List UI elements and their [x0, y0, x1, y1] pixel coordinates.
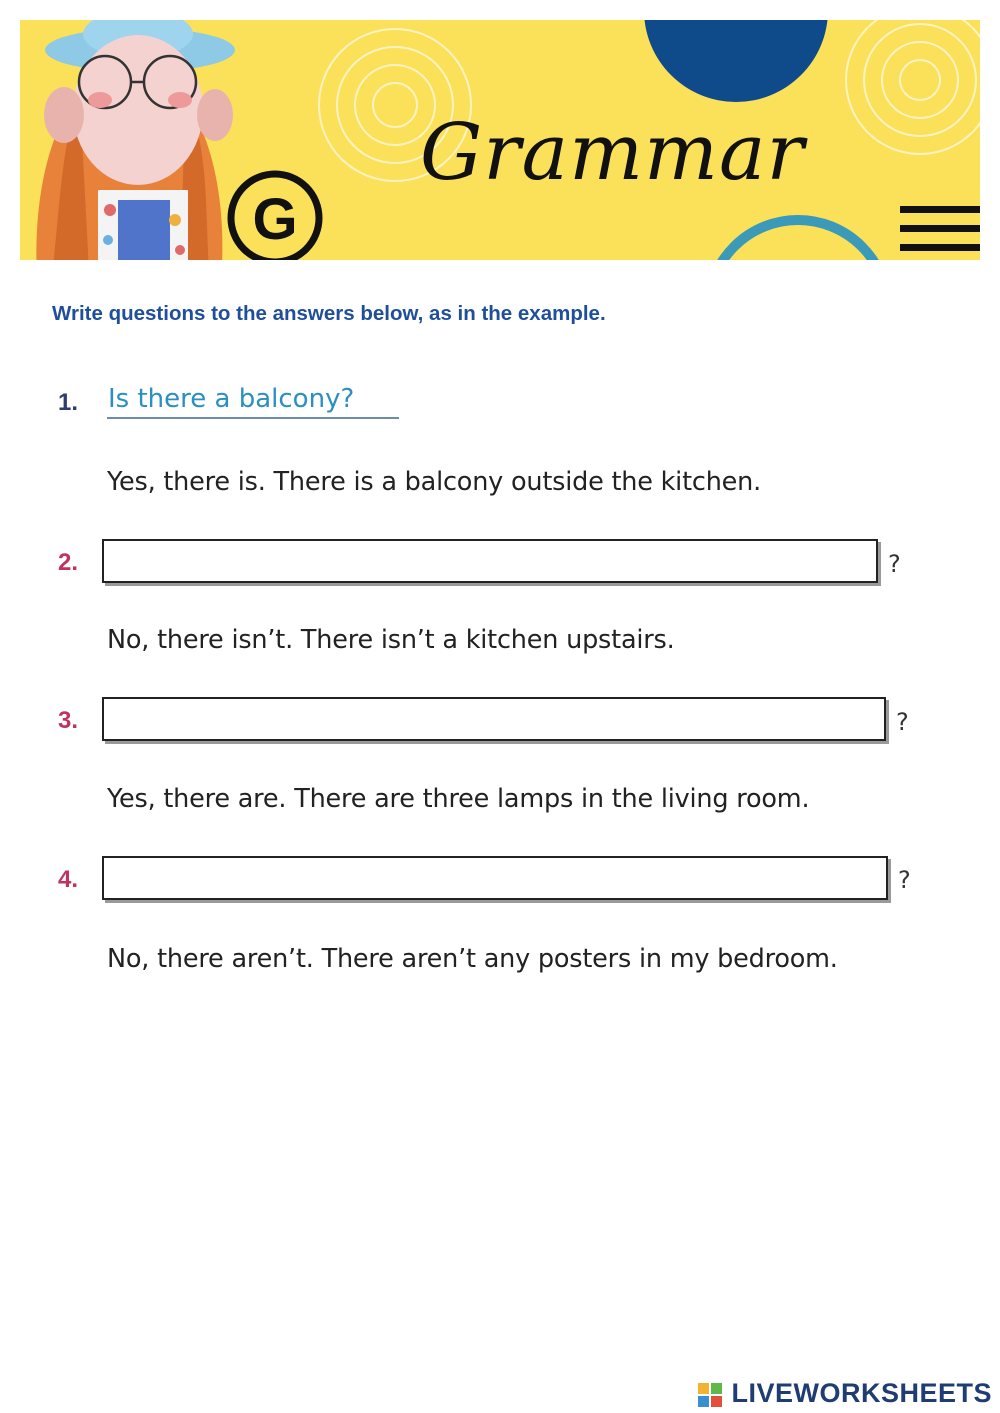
answer-input-3[interactable]	[102, 697, 886, 741]
item-number-3: 3.	[58, 707, 79, 734]
item-number-4: 4.	[58, 866, 79, 893]
question-mark-2: ?	[888, 550, 901, 578]
answer-input-2[interactable]	[102, 539, 878, 583]
menu-lines-icon	[900, 206, 980, 251]
g-badge-letter: G	[252, 187, 298, 252]
answer-4: No, there aren’t. There aren’t any posters in my bedroom.	[107, 944, 838, 974]
answer-input-4[interactable]	[102, 856, 888, 900]
answer-3: Yes, there are. There are three lamps in the living room.	[107, 784, 810, 814]
footer-brand[interactable]: LIVEWORKSHEETS	[731, 1378, 992, 1408]
example-question: Is there a balcony?	[108, 384, 355, 414]
question-mark-4: ?	[898, 866, 911, 894]
girl-illustration	[36, 20, 235, 260]
liveworksheets-logo-icon	[698, 1383, 724, 1407]
answer-1: Yes, there is. There is a balcony outside the kitchen.	[107, 467, 762, 497]
banner-title: Grammar	[420, 108, 805, 198]
example-underline	[107, 417, 399, 419]
instruction-text: Write questions to the answers below, as in the example.	[52, 302, 606, 325]
blue-circle-shape	[644, 20, 828, 102]
answer-2: No, there isn’t. There isn’t a kitchen upstairs.	[107, 625, 675, 655]
teal-arc-shape	[708, 220, 888, 260]
item-number-1: 1.	[58, 389, 79, 416]
question-mark-3: ?	[896, 708, 909, 736]
grammar-banner	[20, 20, 980, 260]
item-number-2: 2.	[58, 549, 79, 576]
